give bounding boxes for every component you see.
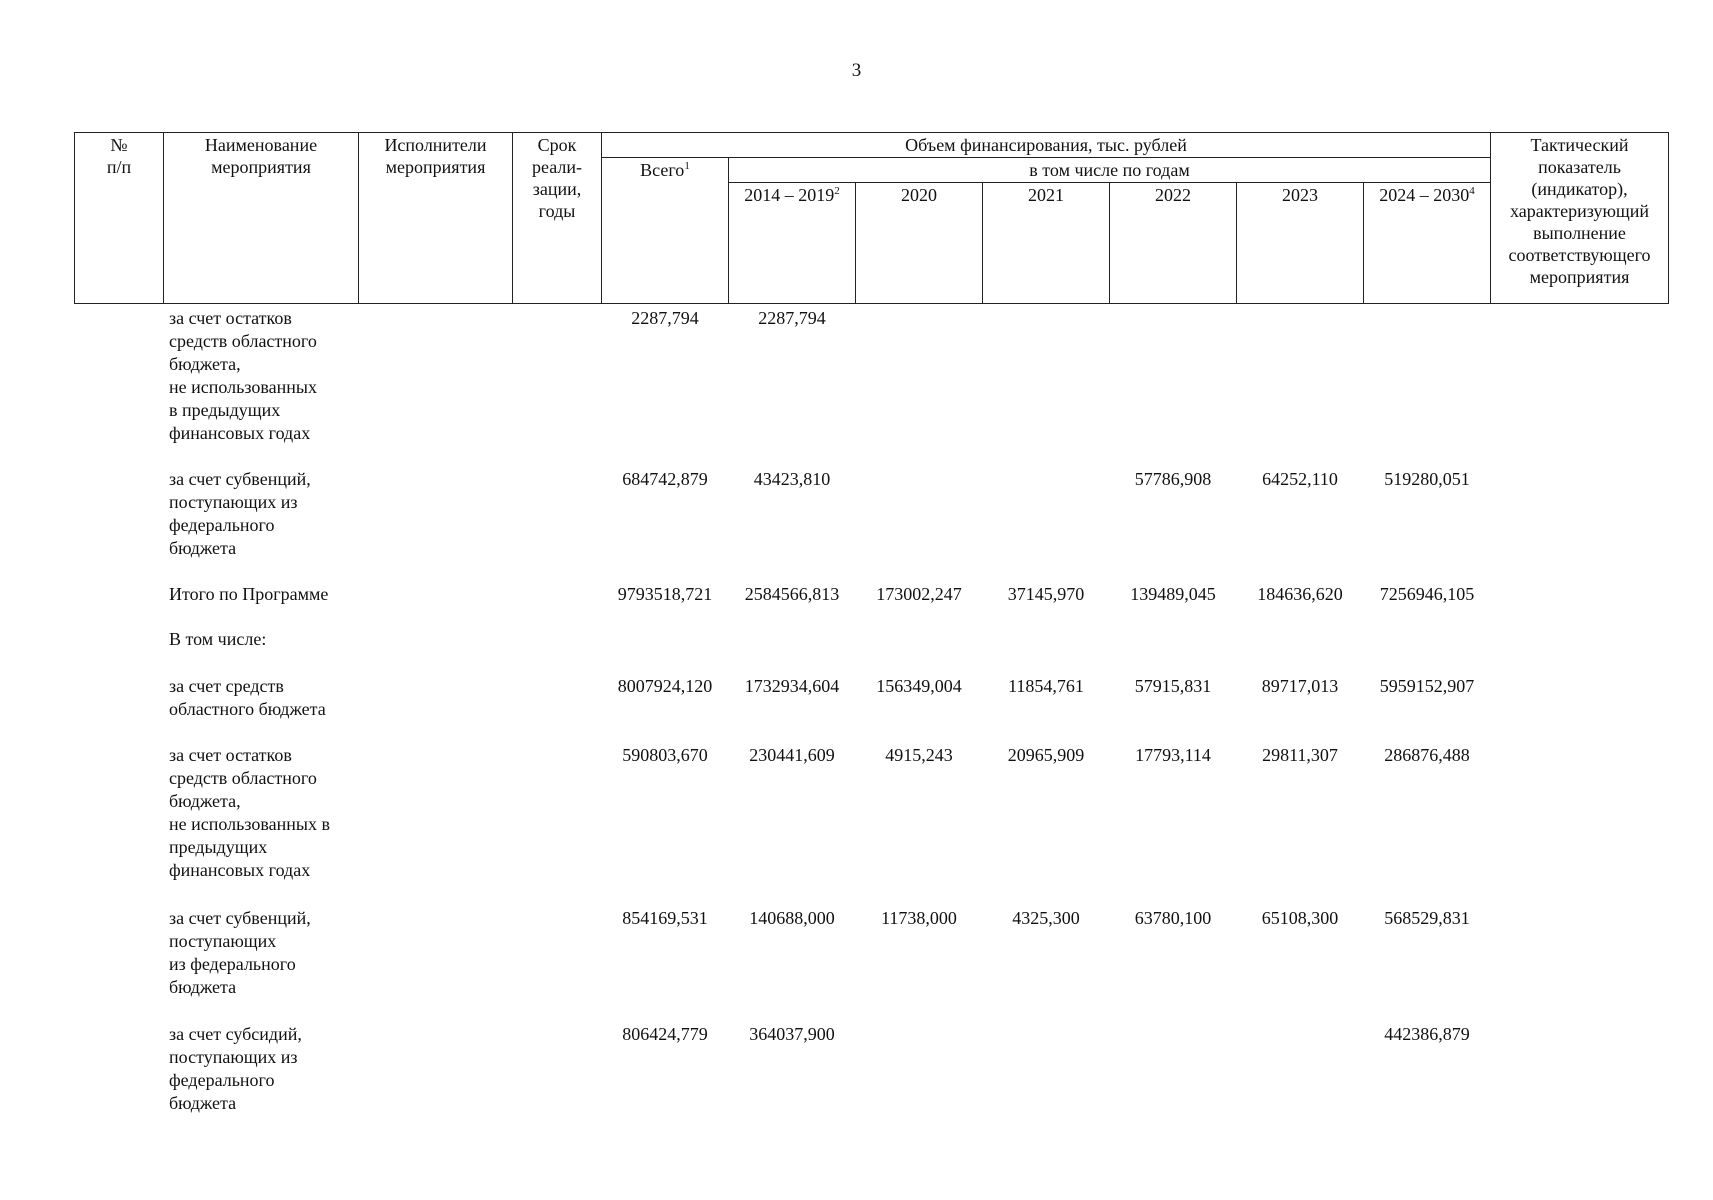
cell-y2020: 4915,243 (885, 745, 953, 765)
header-y2430: 2024 – 2030$^4$ (1364, 183, 1491, 304)
cell-y2022: 57786,908 (1134, 469, 1212, 489)
cell-y2430: 568529,831 (1384, 908, 1470, 928)
row-name: за счет субвенций, поступающих из федерального бюджета (169, 908, 311, 997)
cell-y2020: 173002,247 (876, 584, 962, 604)
cell-total: 8007924,120 (617, 676, 713, 696)
cell-y2021: 37145,970 (1007, 584, 1085, 604)
cell-y1419: 140688,000 (749, 908, 835, 928)
cell-total: 2287,794 (631, 308, 699, 328)
cell-y2020: 11738,000 (881, 908, 957, 928)
row-name: за счет субвенций, поступающих из федерального бюджета (169, 469, 311, 558)
cell-y2430: 286876,488 (1384, 745, 1470, 765)
cell-y1419: 2584566,813 (744, 584, 840, 604)
footnote-4: 4 (1469, 185, 1475, 197)
cell-total: 806424,779 (622, 1024, 708, 1044)
cell-y2023: 64252,110 (1262, 469, 1338, 489)
header-y2021: 2021 (983, 183, 1110, 304)
cell-y2021: 11854,761 (1008, 676, 1084, 696)
cell-y1419: 364037,900 (749, 1024, 835, 1044)
cell-y1419: 230441,609 (749, 745, 835, 765)
footnote-1: 1 (684, 160, 690, 172)
row-name: за счет остатков средств областного бюджета, не использованных в предыдущих финансовых годах (169, 745, 330, 880)
header-y2022: 2022 (1110, 183, 1237, 304)
cell-y2022: 139489,045 (1130, 584, 1216, 604)
row-name: за счет средств областного бюджета (169, 676, 326, 719)
header-by-years: в том числе по годам (729, 158, 1491, 183)
cell-y2021: 4325,300 (1012, 908, 1080, 928)
header-term: Срок реали- зации, годы (513, 133, 602, 304)
cell-y1419: 43423,810 (753, 469, 831, 489)
cell-y2022: 17793,114 (1135, 745, 1211, 765)
cell-y2430: 442386,879 (1384, 1024, 1470, 1044)
row-name: за счет субсидий, поступающих из федерального бюджета (169, 1024, 302, 1113)
header-funding: Объем финансирования, тыс. рублей (602, 133, 1491, 158)
header-executors: Исполнители мероприятия (359, 133, 513, 304)
cell-y2430: 519280,051 (1384, 469, 1470, 489)
cell-y2023: 89717,013 (1261, 676, 1339, 696)
cell-y2023: 65108,300 (1261, 908, 1339, 928)
row-name: Итого по Программе (169, 584, 329, 604)
cell-total: 684742,879 (622, 469, 708, 489)
page-number: 3 (851, 60, 862, 81)
cell-y2023: 29811,307 (1262, 745, 1338, 765)
cell-y2430: 7256946,105 (1379, 584, 1475, 604)
cell-total: 9793518,721 (617, 584, 713, 604)
cell-total: 590803,670 (622, 745, 708, 765)
footnote-2: 2 (834, 185, 840, 197)
header-name: Наименование мероприятия (164, 133, 359, 304)
cell-y2430: 5959152,907 (1379, 676, 1475, 696)
row-name: В том числе: (169, 629, 267, 649)
header-y1419: 2014 – 2019$^2$ (729, 183, 856, 304)
row-name: за счет остатков средств областного бюджета, не использованных в предыдущих финансовых годах (169, 308, 317, 443)
cell-total: 854169,531 (622, 908, 708, 928)
header-y2020: 2020 (856, 183, 983, 304)
cell-y2022: 63780,100 (1134, 908, 1212, 928)
header-num: № п/п (75, 133, 164, 304)
cell-y1419: 2287,794 (758, 308, 826, 328)
header-indicator: Тактический показатель (индикатор), характеризующий выполнение соответствующего мероприятия (1491, 133, 1669, 304)
cell-y2021: 20965,909 (1007, 745, 1085, 765)
header-y2023: 2023 (1237, 183, 1364, 304)
cell-y2023: 184636,620 (1257, 584, 1343, 604)
cell-y2022: 57915,831 (1134, 676, 1212, 696)
cell-y1419: 1732934,604 (744, 676, 840, 696)
header-total: Всего$^1$ (602, 158, 729, 304)
cell-y2020: 156349,004 (876, 676, 962, 696)
